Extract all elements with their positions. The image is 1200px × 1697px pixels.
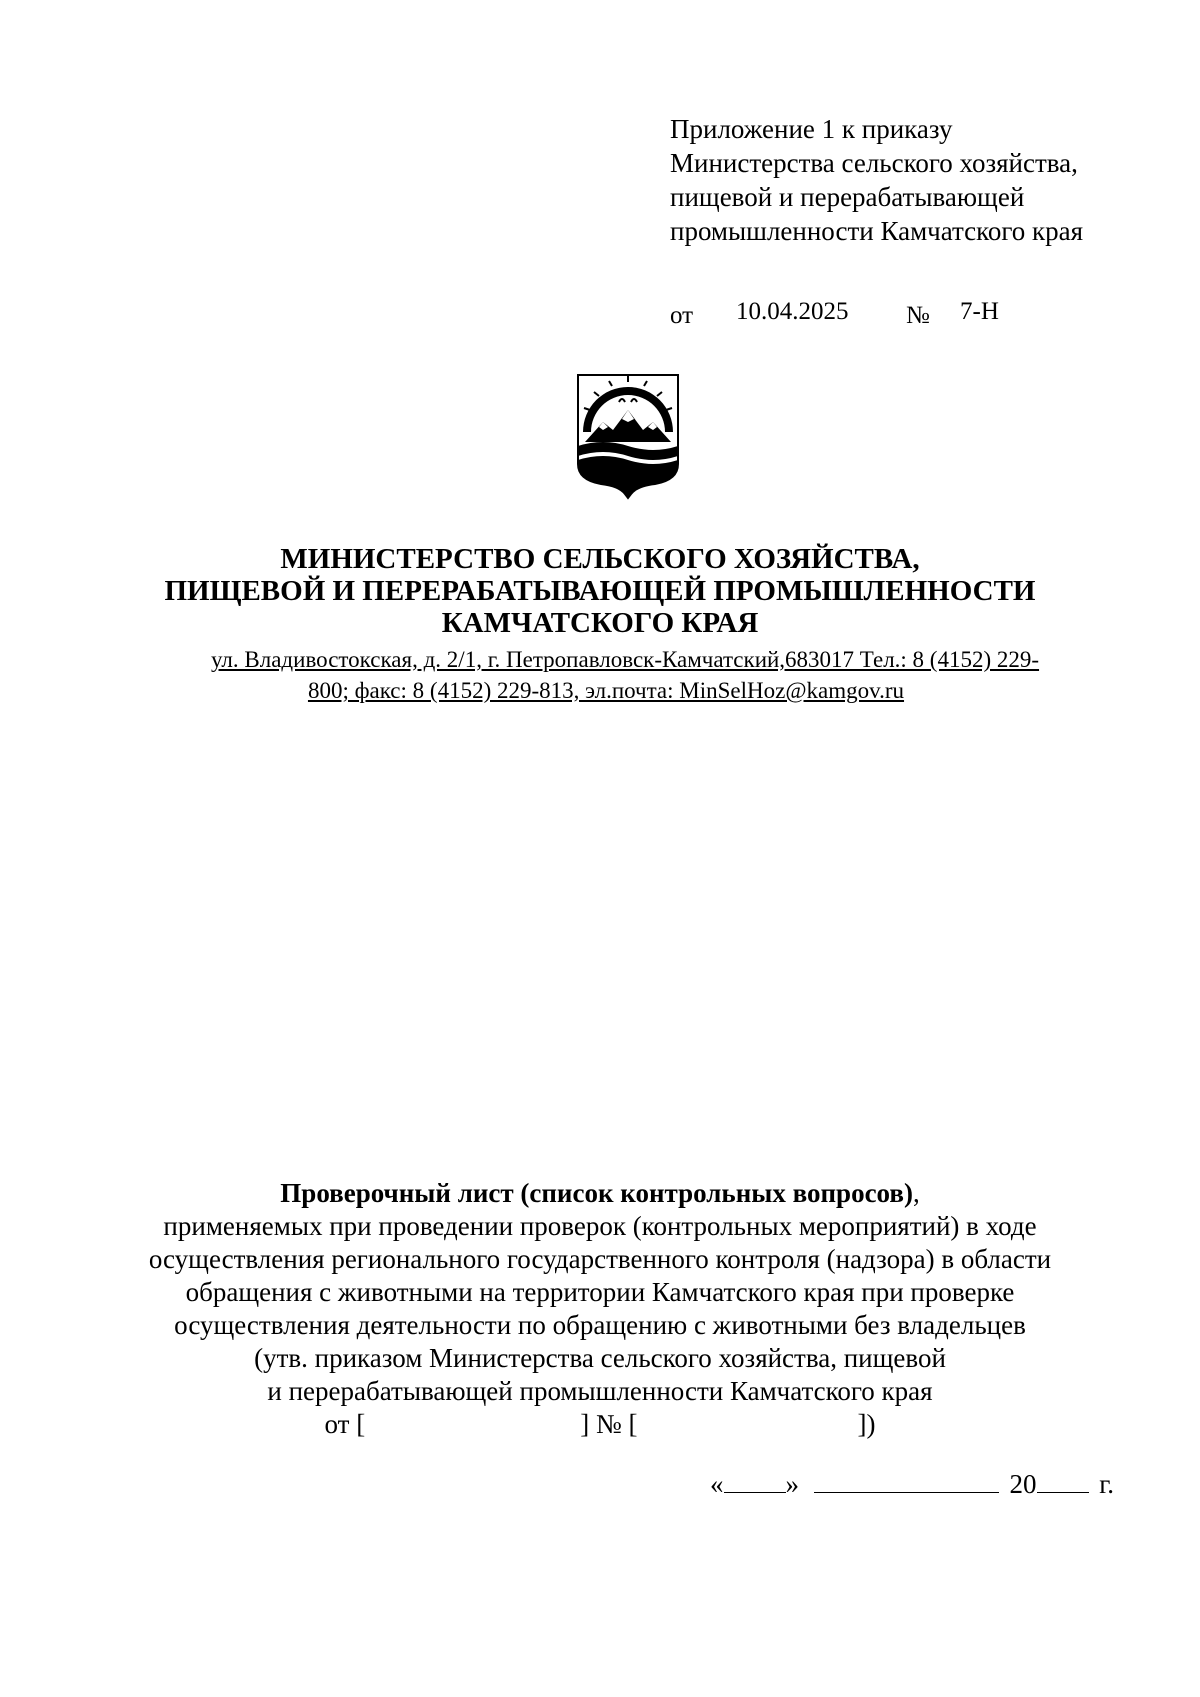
year-blank[interactable] <box>1037 1470 1089 1493</box>
ministry-title-line: ПИЩЕВОЙ И ПЕРЕРАБАТЫВАЮЩЕЙ ПРОМЫШЛЕННОСТИ <box>164 575 1036 607</box>
address-line: ул. Владивостокская, д. 2/1, г. Петропавловск-Камчатский,683017 Тел.: 8 (4152) 229- <box>210 647 1040 672</box>
reference-date-open: от [ <box>324 1409 366 1439</box>
reference-close: ]) <box>857 1409 876 1439</box>
ministry-title-line: КАМЧАТСКОГО КРАЯ <box>441 607 759 639</box>
year-prefix: 20 <box>1009 1469 1037 1499</box>
appendix-line: промышленности Камчатского края <box>670 216 1084 246</box>
checklist-line: применяемых при проведении проверок (контрольных мероприятий) в ходе <box>163 1211 1037 1241</box>
ministry-address <box>0 644 1200 706</box>
appendix-block <box>670 112 1083 248</box>
checklist-line: осуществления деятельности по обращению с животными без владельцев <box>174 1310 1026 1340</box>
year-suffix: г. <box>1099 1469 1115 1499</box>
checklist-title: Проверочный лист (список контрольных вопросов) <box>280 1178 913 1208</box>
appendix-line: пищевой и перерабатывающей <box>670 182 1025 212</box>
reference-number-open: ] № [ <box>580 1409 638 1439</box>
address-line: 800; факс: 8 (4152) 229-813, эл.почта: MinSelHoz@kamgov.ru <box>307 678 905 703</box>
day-close-quote: » <box>785 1469 799 1499</box>
kamchatka-coat-of-arms-icon <box>575 372 681 500</box>
checklist-line: осуществления регионального государственного контроля (надзора) в области <box>148 1244 1052 1274</box>
day-open-quote: « <box>710 1469 724 1499</box>
order-number-sign: № <box>906 302 930 329</box>
checklist-title-comma: , <box>912 1178 920 1208</box>
checklist-reference <box>0 1408 1200 1441</box>
ministry-title <box>0 543 1200 639</box>
order-date: 10.04.2025 <box>736 298 849 325</box>
checklist-title-line <box>0 1177 1200 1210</box>
sign-date-line <box>710 1469 1114 1500</box>
checklist-line: и перерабатывающей промышленности Камчатского края <box>267 1376 933 1406</box>
order-date-prefix: от <box>670 302 694 329</box>
appendix-line: Министерства сельского хозяйства, <box>670 148 1078 178</box>
order-number: 7-Н <box>960 298 999 325</box>
month-blank[interactable] <box>814 1470 999 1493</box>
appendix-line: Приложение 1 к приказу <box>670 114 953 144</box>
checklist-line: обращения с животными на территории Камчатского края при проверке <box>185 1277 1015 1307</box>
checklist-heading <box>0 1177 1200 1441</box>
day-blank[interactable] <box>724 1470 786 1493</box>
checklist-line: (утв. приказом Министерства сельского хозяйства, пищевой <box>254 1343 946 1373</box>
ministry-title-line: МИНИСТЕРСТВО СЕЛЬСКОГО ХОЗЯЙСТВА, <box>280 543 920 575</box>
